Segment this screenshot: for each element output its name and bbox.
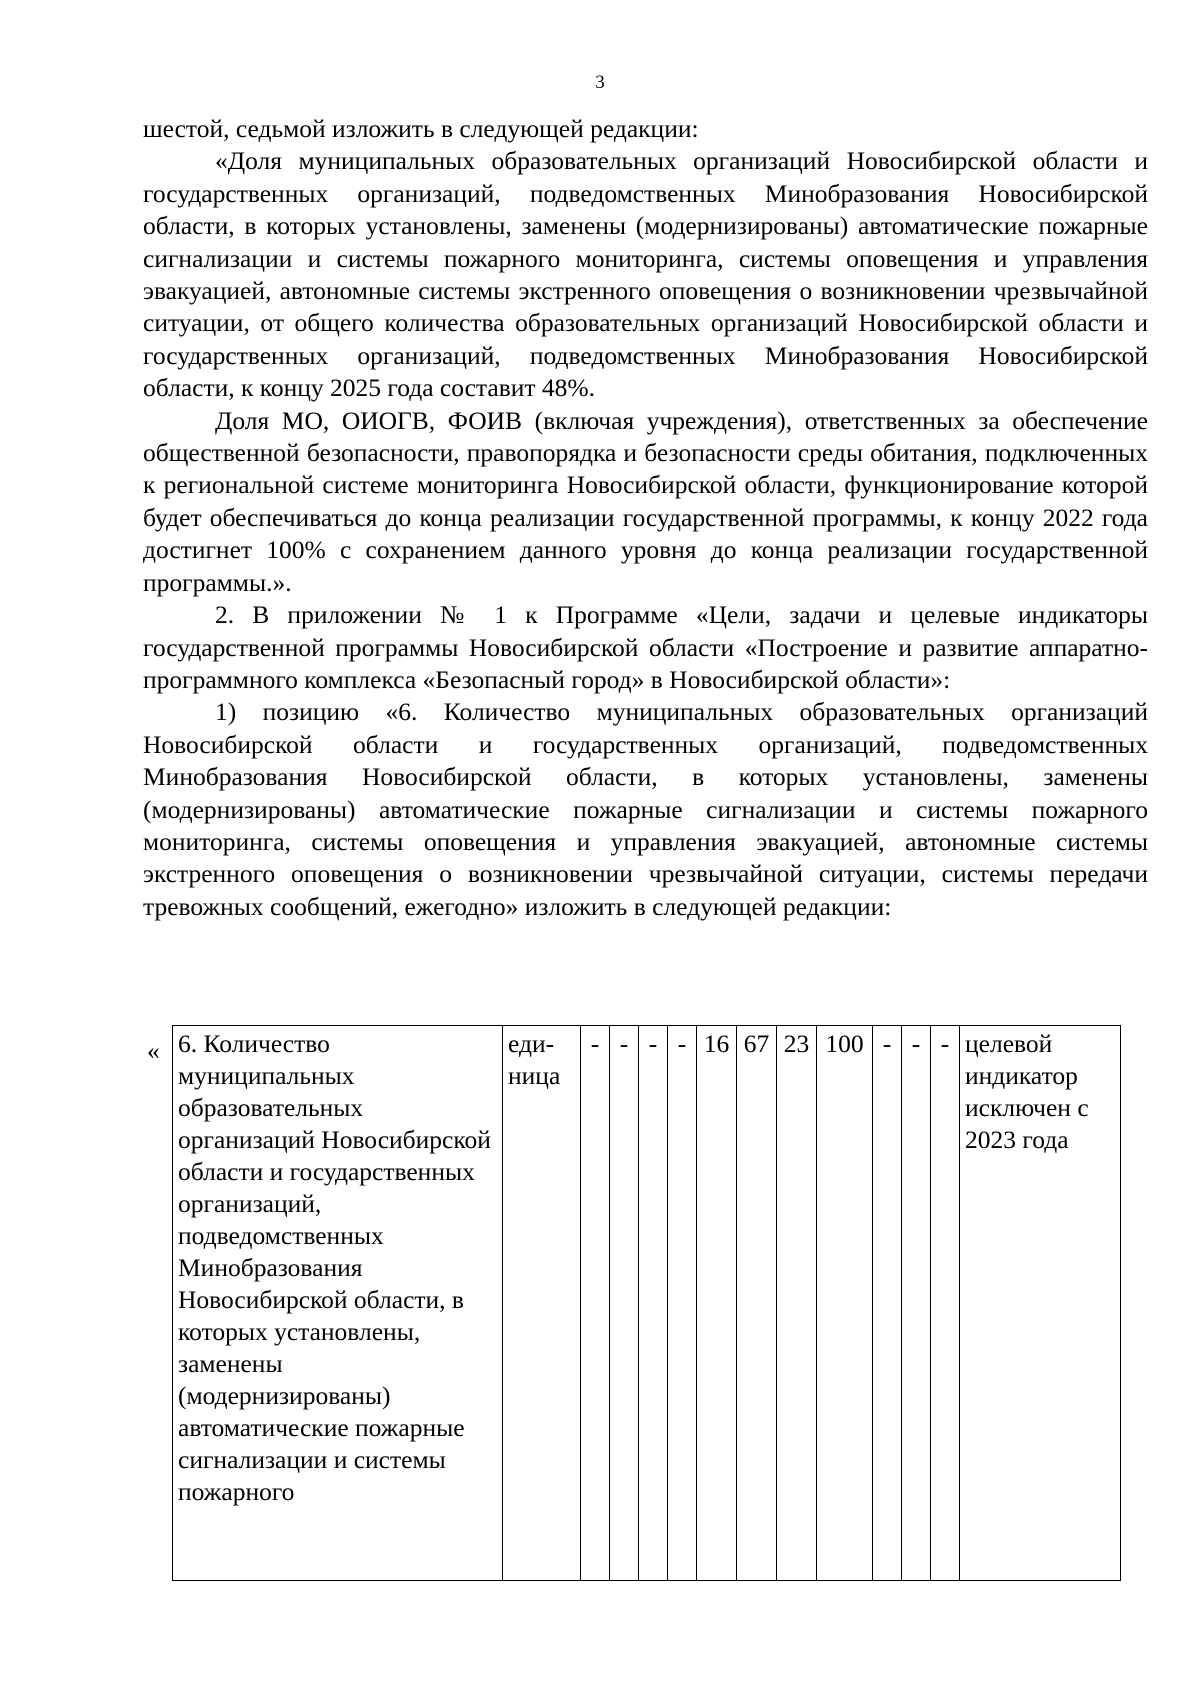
note-cell: целевой индикатор исключен с 2023 года [960, 1026, 1121, 1581]
paragraph-position-amendment: 1) позицию «6. Количество муниципальных образовательных организаций Новосибирской области и государственных организаций, подведомственных Минобразования Новосибирской области, в которых установлены, заменены (модернизированы) автоматические пожарные сигнализации и системы пожарного мониторинга, системы оповещения и управления эвакуацией, автономные системы экстренного оповещения о возникновении чрезвычайной ситуации, системы передачи тревожных сообщений, ежегодно» изложить в следующей редакции: [143, 697, 1148, 921]
paragraph-appendix-amendment: 2. В приложении № 1 к Программе «Цели, задачи и целевые индикаторы государственной программы Новосибирской области «Построение и развитие аппаратно-программного комплекса «Безопасный город» в Новосибирской области»: [143, 600, 1148, 694]
document-body [143, 113, 1148, 923]
table-open-quote: « [147, 1036, 160, 1065]
value-cell: - [639, 1026, 668, 1581]
indicator-table [172, 1025, 1121, 1581]
value-cell: 23 [777, 1026, 817, 1581]
value-cell: - [668, 1026, 697, 1581]
value-cell: - [931, 1026, 960, 1581]
value-cell: - [902, 1026, 931, 1581]
table-row [173, 1026, 1121, 1581]
paragraph-monitoring-share: Доля МО, ОИОГВ, ФОИВ (включая учреждения), ответственных за обеспечение общественной безопасности, правопорядка и безопасности среды обитания, подключенных к региональной системе мониторинга Новосибирской области, функционирование которой будет обеспечиваться до конца реализации государственной программы, к концу 2022 года достигнет 100% с сохранением данного уровня до конца реализации государственной программы.». [143, 405, 1148, 597]
value-cell: 16 [697, 1026, 737, 1581]
value-cell: 67 [737, 1026, 777, 1581]
unit-cell: еди-ница [503, 1026, 581, 1581]
page-number: 3 [595, 72, 605, 93]
value-cell: - [610, 1026, 639, 1581]
value-cell: - [581, 1026, 610, 1581]
paragraph-education-share: «Доля муниципальных образовательных организаций Новосибирской области и государственных организаций, подведомственных Минобразования Новосибирской области, в которых установлены, заменены (модернизированы) автоматические пожарные сигнализации и системы пожарного мониторинга, системы оповещения и управления эвакуацией, автономные системы экстренного оповещения о возникновении чрезвычайной ситуации, от общего количества образовательных организаций Новосибирской области и государственных организаций, подведомственных Минобразования Новосибирской области, к концу 2025 года составит 48%. [143, 146, 1148, 403]
value-cell: 100 [817, 1026, 873, 1581]
paragraph-intro: шестой, седьмой изложить в следующей редакции: [143, 114, 699, 143]
indicator-name-cell: 6. Количество муниципальных образовательных организаций Новосибирской области и государственных организаций, подведомственных Минобразования Новосибирской области, в которых установлены, заменены (модернизированы) автоматические пожарные сигнализации и системы пожарного [173, 1026, 503, 1581]
value-cell: - [873, 1026, 902, 1581]
